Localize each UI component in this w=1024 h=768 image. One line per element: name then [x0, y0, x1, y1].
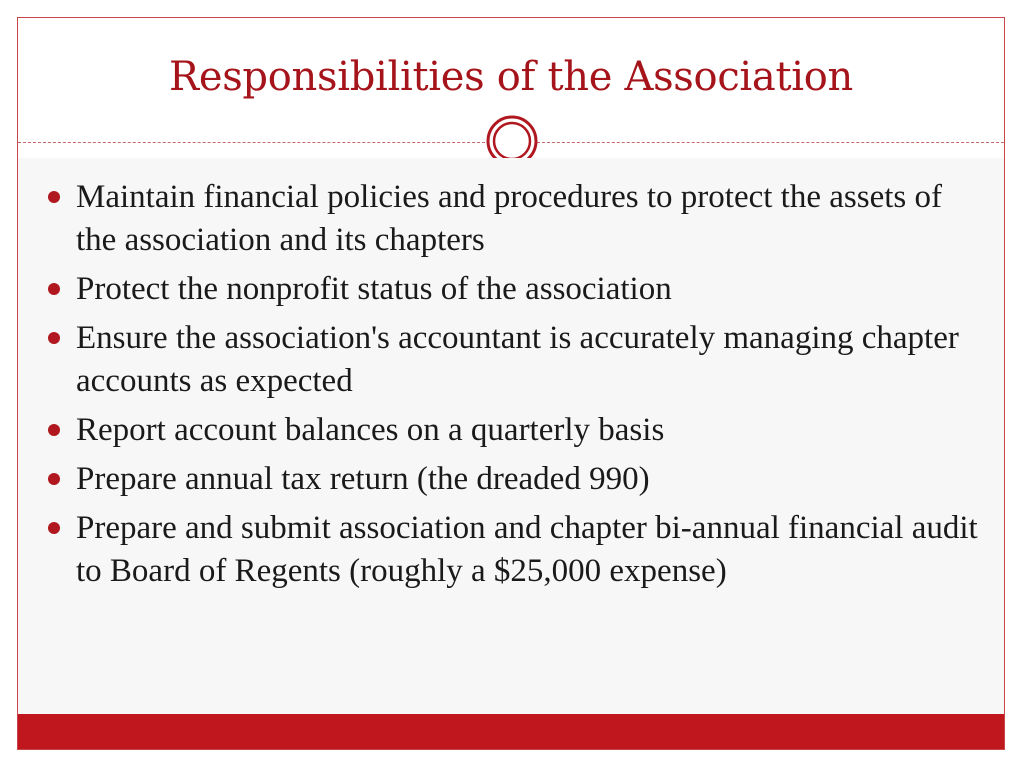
slide-title: Responsibilities of the Association: [169, 54, 853, 100]
bullet-text: Protect the nonprofit status of the association: [76, 271, 672, 307]
bullet-item: [42, 268, 982, 311]
bullet-dot-icon: [48, 191, 60, 203]
bullet-dot-icon: [48, 424, 60, 436]
bullet-text: Prepare and submit association and chapter bi-annual financial audit to Board of Regents (roughly a $25,000 expense): [76, 510, 978, 589]
content-area: [18, 158, 1004, 716]
bullet-text: Maintain financial policies and procedures to protect the assets of the association and its chapters: [76, 179, 942, 258]
bullet-dot-icon: [48, 283, 60, 295]
bullet-item: [42, 176, 982, 262]
bullet-text: Ensure the association's accountant is accurately managing chapter accounts as expected: [76, 320, 959, 399]
bullet-dot-icon: [48, 332, 60, 344]
bullet-text: Prepare annual tax return (the dreaded 990): [76, 461, 650, 497]
bullet-text: Report account balances on a quarterly basis: [76, 412, 665, 448]
bullet-item: [42, 317, 982, 403]
bullet-dot-icon: [48, 473, 60, 485]
footer-bar: [18, 714, 1004, 749]
bullet-list: [42, 176, 982, 599]
bullet-dot-icon: [48, 522, 60, 534]
bullet-item: [42, 507, 982, 593]
bullet-item: [42, 458, 982, 501]
slide: [17, 17, 1005, 750]
bullet-item: [42, 409, 982, 452]
